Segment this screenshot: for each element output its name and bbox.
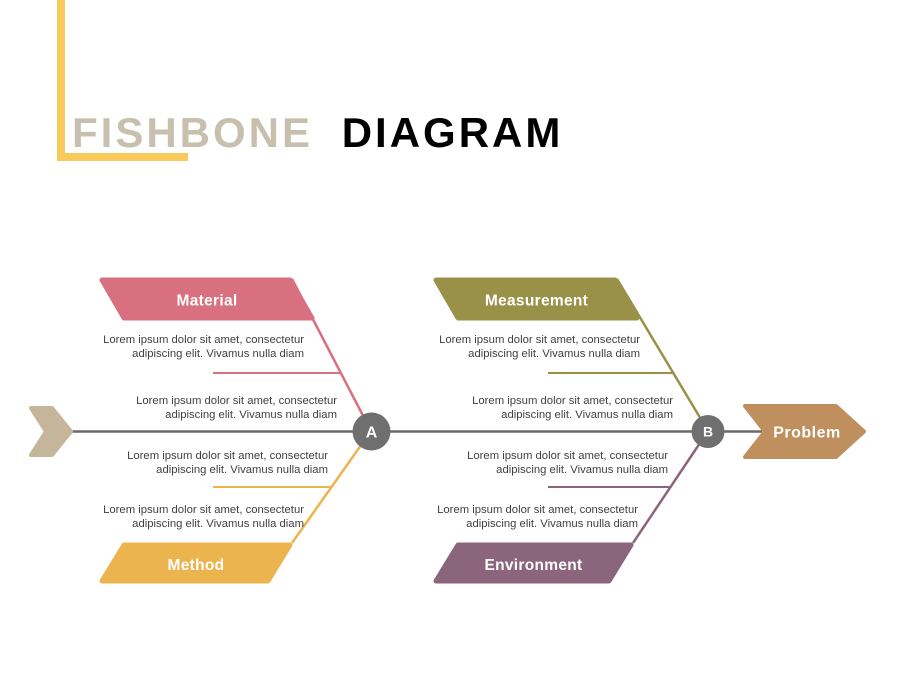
page-title-part1: FISHBONE — [72, 109, 314, 156]
material-item-2-line-1: Lorem ipsum dolor sit amet, consectetur — [136, 395, 337, 407]
material-item-1-line-1: Lorem ipsum dolor sit amet, consectetur — [103, 334, 304, 346]
tail-arrow — [31, 408, 71, 455]
measurement-item-2-line-1: Lorem ipsum dolor sit amet, consectetur — [472, 395, 673, 407]
measurement-item-1-line-2: adipiscing elit. Vivamus nulla diam — [468, 348, 640, 360]
accent-bar-vertical — [57, 0, 65, 161]
material-item-1-line-2: adipiscing elit. Vivamus nulla diam — [132, 348, 304, 360]
environment-item-1-line-1: Lorem ipsum dolor sit amet, consectetur — [467, 450, 668, 462]
node-a-label: A — [365, 424, 378, 442]
environment-item-2-line-2: adipiscing elit. Vivamus nulla diam — [466, 518, 638, 530]
page-title — [72, 109, 563, 156]
page-title-part2: DIAGRAM — [341, 109, 564, 156]
environment-banner-label: Environment — [484, 557, 583, 574]
node-b-label: B — [702, 423, 714, 440]
problem-arrow-label: Problem — [773, 424, 841, 442]
measurement-item-1-line-1: Lorem ipsum dolor sit amet, consectetur — [439, 334, 640, 346]
method-item-2-line-2: adipiscing elit. Vivamus nulla diam — [132, 518, 304, 530]
measurement-item-2-line-2: adipiscing elit. Vivamus nulla diam — [501, 409, 673, 421]
material-item-2-line-2: adipiscing elit. Vivamus nulla diam — [165, 409, 337, 421]
measurement-banner-label: Measurement — [484, 292, 589, 310]
environment-item-2-line-1: Lorem ipsum dolor sit amet, consectetur — [437, 504, 638, 516]
method-banner-label: Method — [167, 557, 225, 574]
method-item-1-line-2: adipiscing elit. Vivamus nulla diam — [156, 464, 328, 476]
environment-item-1-line-2: adipiscing elit. Vivamus nulla diam — [496, 464, 668, 476]
method-item-2-line-1: Lorem ipsum dolor sit amet, consectetur — [103, 504, 304, 516]
method-item-1-line-1: Lorem ipsum dolor sit amet, consectetur — [127, 450, 328, 462]
material-banner-label: Material — [176, 292, 238, 310]
